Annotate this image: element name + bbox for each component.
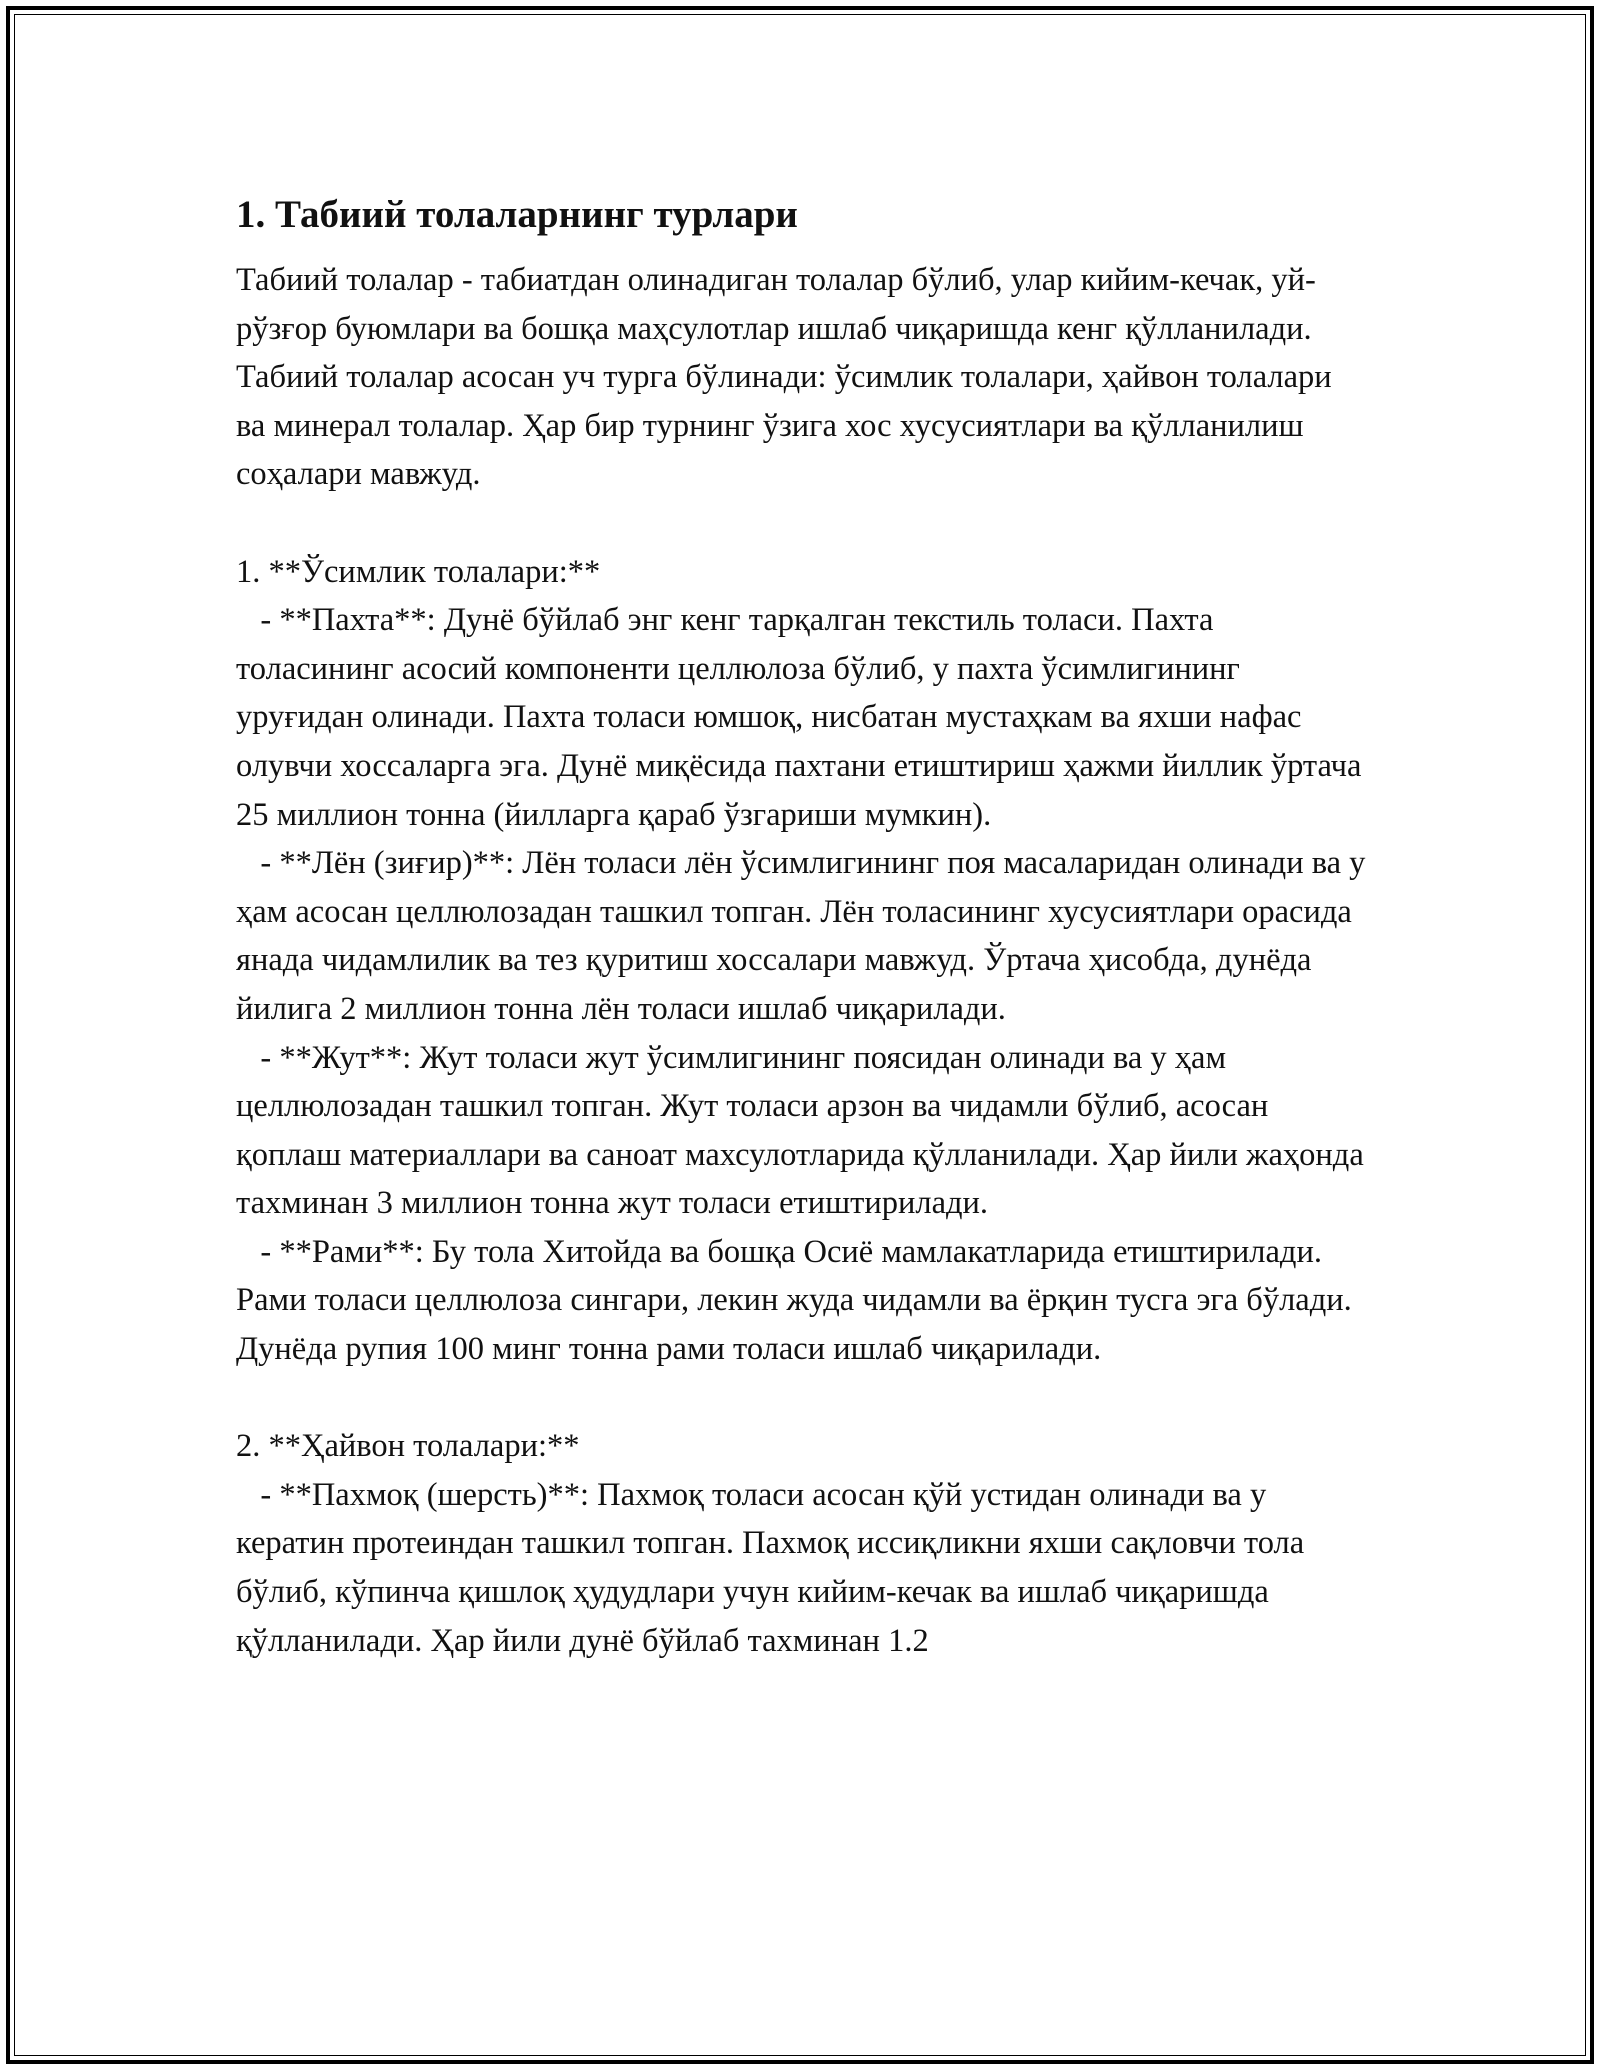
section-heading: 1. Табиий толаларнинг турлари [236,193,798,236]
document-body [236,186,1374,1665]
animal-fibers-title: 2. **Ҳайвон толалари:** [236,1428,580,1465]
list-item-flax: - **Лён (зиғир)**: Лён толаси лён ўсимлигининг поя масаларидан олинади ва у ҳам асосан целлюлозадан ташкил топган. Лён толасининг хусусиятлари орасида янада чидамлилик ва тез қуритиш хоссалари мавжуд. Ўртача ҳисобда, дунёда йилига 2 миллион тонна лён толаси ишлаб чиқарилади. [236,845,1374,1027]
list-item-wool: - **Пахмоқ (шерсть)**: Пахмоқ толаси асосан қўй устидан олинади ва у кератин протеиндан ташкил топган. Пахмоқ иссиқликни яхши сақловчи тола бўлиб, кўпинча қишлоқ ҳудудлари учун кийим-кечак ва ишлаб чиқаришда қўлланилади. Ҳар йили дунё бўйлаб тахминан 1.2 [236,1476,1313,1659]
paragraph-spacer [236,1374,1366,1423]
list-item-cotton: - **Пахта**: Дунё бўйлаб энг кенг тарқалган текстиль толаси. Пахта толасининг асосий компоненти целлюлоза бўлиб, у пахта ўсимлигининг уруғидан олинади. Пахта толаси юмшоқ, нисбатан мустаҳкам ва яхши нафас олувчи хоссаларга эга. Дунё миқёсида пахтани етиштириш ҳажми йиллик ўртача 25 миллион тонна (йилларга қараб ўзгариши мумкин). [236,602,1370,833]
plant-fibers-title: 1. **Ўсимлик толалари:** [236,553,601,590]
list-item-jute: - **Жут**: Жут толаси жут ўсимлигининг поясидан олинади ва у ҳам целлюлозадан ташкил топган. Жут толаси арзон ва чидамли бўлиб, асосан қоплаш материаллари ва саноат махсулотларида қўлланилади. Ҳар йили жаҳонда тахминан 3 миллион тонна жут толаси етиштирилади. [236,1039,1372,1222]
list-item-ramie: - **Рами**: Бу тола Хитойда ва бошқа Осиё мамлакатларида етиштирилади. Рами толаси целлюлоза сингари, лекин жуда чидамли ва ёрқин тусга эга бўлади. Дунёда рупия 100 минг тонна рами толаси ишлаб чиқарилади. [236,1233,1360,1368]
intro-paragraph: Табиий толалар - табиатдан олинадиган толалар бўлиб, улар кийим-кечак, уй-рўзғор буюмлари ва бошқа маҳсулотлар ишлаб чиқаришда кенг қўлланилади. Табиий толалар асосан уч турга бўлинади: ўсимлик толалари, ҳайвон толалари ва минерал толалар. Ҳар бир турнинг ўзига хос хусусиятлари ва қўлланилиш соҳалари мавжуд. [236,262,1340,493]
paragraph-spacer [236,499,1366,548]
